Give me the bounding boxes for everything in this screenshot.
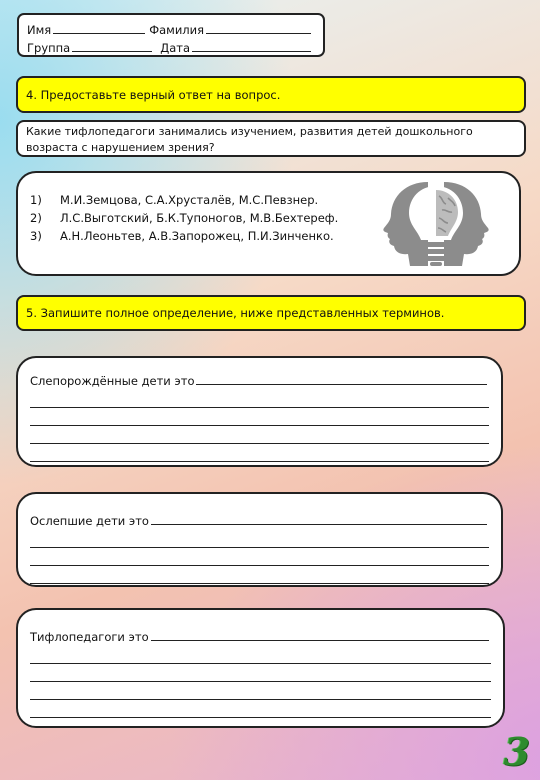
task4-options-box bbox=[16, 171, 521, 276]
name-label: Имя bbox=[27, 23, 52, 37]
answer-line[interactable] bbox=[151, 628, 489, 641]
answer-lines[interactable] bbox=[30, 663, 491, 718]
date-label: Дата bbox=[160, 41, 190, 55]
group-date-row bbox=[27, 37, 315, 55]
task5-banner bbox=[16, 295, 526, 331]
surname-field[interactable] bbox=[206, 20, 311, 34]
student-info-box bbox=[17, 13, 325, 57]
option-1[interactable]: 1) М.И.Земцова, С.А.Хрусталёв, М.С.Певзнер. bbox=[30, 193, 319, 207]
option-3[interactable]: 3) А.Н.Леоньтев, А.В.Запорожец, П.И.Зинченко. bbox=[30, 229, 334, 243]
term-label: Слепорождённые дети это bbox=[30, 374, 195, 388]
heads-lightbulb-brain-icon bbox=[376, 176, 496, 269]
term-row bbox=[30, 511, 489, 528]
term-row bbox=[30, 627, 491, 644]
group-label: Группа bbox=[27, 41, 71, 55]
option-2[interactable]: 2) Л.С.Выготский, Б.К.Тупоногов, М.В.Бехтереф. bbox=[30, 211, 339, 225]
task4-question-box bbox=[16, 120, 526, 157]
task4-title: 4. Предоставьте верный ответ на вопрос. bbox=[26, 87, 281, 102]
page-number: 3 bbox=[503, 729, 530, 774]
answer-line[interactable] bbox=[30, 699, 491, 700]
date-field[interactable] bbox=[192, 38, 311, 52]
answer-line[interactable] bbox=[30, 565, 489, 566]
term-label: Ослепшие дети это bbox=[30, 514, 149, 528]
answer-line[interactable] bbox=[30, 425, 489, 426]
answer-line[interactable] bbox=[30, 583, 489, 584]
term-box-lost-sight bbox=[16, 492, 503, 587]
name-field[interactable] bbox=[53, 20, 145, 34]
answer-line[interactable] bbox=[151, 512, 487, 525]
task4-question: Какие тифлопедагоги занимались изучением, развития детей дошкольного возраста с нарушением зрения? bbox=[26, 125, 473, 154]
task4-banner bbox=[16, 76, 526, 113]
term-box-born-blind bbox=[16, 356, 503, 467]
answer-line[interactable] bbox=[30, 547, 489, 548]
answer-line[interactable] bbox=[30, 663, 491, 664]
answer-line[interactable] bbox=[30, 407, 489, 408]
answer-line[interactable] bbox=[30, 443, 489, 444]
answer-lines[interactable] bbox=[30, 407, 489, 462]
term-row bbox=[30, 371, 489, 388]
term-label: Тифлопедагоги это bbox=[30, 630, 149, 644]
group-field[interactable] bbox=[72, 38, 152, 52]
answer-line[interactable] bbox=[30, 461, 489, 462]
answer-line[interactable] bbox=[196, 372, 487, 385]
surname-label: Фамилия bbox=[149, 23, 205, 37]
term-box-typhlopedagogues bbox=[16, 608, 505, 728]
answer-line[interactable] bbox=[30, 681, 491, 682]
name-surname-row bbox=[27, 19, 315, 37]
answer-lines[interactable] bbox=[30, 547, 489, 584]
answer-line[interactable] bbox=[30, 717, 491, 718]
task5-title: 5. Запишите полное определение, ниже представленных терминов. bbox=[26, 306, 445, 320]
